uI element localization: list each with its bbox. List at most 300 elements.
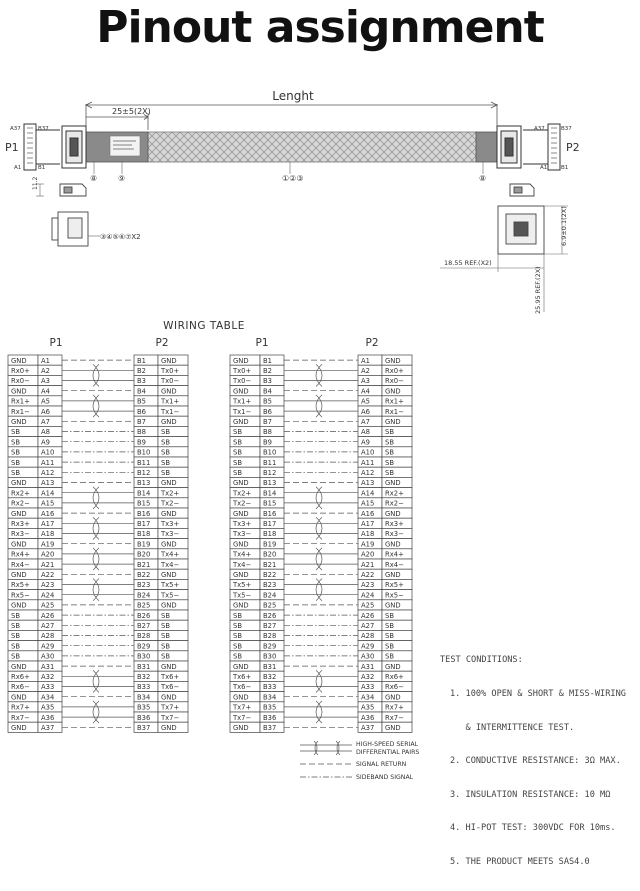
table-cell-text: Rx5− bbox=[385, 591, 404, 600]
table-cell-text: Rx7− bbox=[11, 713, 30, 722]
table-cell-text: A5 bbox=[41, 397, 50, 406]
pair-twist-mark bbox=[316, 487, 322, 509]
table-cell-text: A25 bbox=[41, 601, 55, 610]
table-cell-text: GND bbox=[11, 509, 27, 518]
table-cell-text: B12 bbox=[137, 469, 151, 477]
table-cell-text: Tx3− bbox=[161, 530, 180, 539]
table-row bbox=[8, 508, 188, 518]
table-row bbox=[230, 569, 412, 579]
table-cell-text: Rx0+ bbox=[385, 367, 404, 375]
table-cell-text: SB bbox=[385, 622, 394, 630]
table-cell-text: SB bbox=[233, 622, 242, 630]
table-cell-text: B37 bbox=[263, 724, 277, 732]
table-cell-text: SB bbox=[161, 469, 170, 477]
table-cell-text: A36 bbox=[41, 713, 55, 722]
table-cell-text: GND bbox=[11, 693, 27, 702]
table-cell-text: SB bbox=[233, 469, 242, 477]
table-cell-text: B3 bbox=[263, 377, 272, 386]
table-cell-text: A21 bbox=[361, 560, 375, 569]
p2-a37-label: A37 bbox=[534, 126, 545, 132]
table-cell-text: Tx5− bbox=[161, 591, 180, 600]
table-cell-text: B9 bbox=[137, 438, 146, 447]
table-row bbox=[230, 447, 412, 457]
table-cell-text: Rx7+ bbox=[11, 703, 30, 712]
wiring-left-rows bbox=[8, 355, 188, 732]
wiring-right-rows bbox=[230, 355, 412, 732]
table-cell-text: GND bbox=[161, 509, 177, 518]
table-cell-text: B15 bbox=[137, 499, 151, 508]
table-row bbox=[8, 630, 188, 640]
table-cell-text: B37 bbox=[137, 724, 151, 732]
table-cell-text: A10 bbox=[361, 448, 375, 457]
table-cell-text: GND bbox=[11, 540, 27, 549]
test-condition-3: 3. INSULATION RESISTANCE: 10 MΩ bbox=[450, 789, 611, 800]
callout-123: ①②③ bbox=[282, 174, 304, 183]
table-cell-text: GND bbox=[11, 724, 27, 732]
table-cell-text: Rx7− bbox=[385, 713, 404, 722]
table-cell-text: B11 bbox=[137, 458, 151, 467]
table-cell-text: A7 bbox=[41, 418, 50, 426]
table-cell-text: A32 bbox=[361, 673, 375, 681]
table-cell-text: Rx5− bbox=[11, 591, 30, 600]
table-cell-text: Tx1− bbox=[233, 407, 252, 416]
table-cell-text: A14 bbox=[41, 489, 55, 498]
cable-label bbox=[110, 136, 140, 156]
table-cell-text: GND bbox=[161, 724, 177, 732]
p2-b37-label: B37 bbox=[561, 126, 572, 132]
table-cell-text: Rx4+ bbox=[385, 550, 404, 559]
table-cell-text: A29 bbox=[41, 642, 55, 651]
table-cell-text: SB bbox=[161, 438, 170, 447]
table-cell-text: A33 bbox=[361, 683, 375, 692]
table-cell-text: Rx2+ bbox=[11, 489, 30, 498]
table-cell-text: A9 bbox=[41, 438, 50, 447]
table-cell-text: Tx7+ bbox=[233, 703, 252, 712]
wiring-right-p2-header: P2 bbox=[365, 337, 379, 349]
test-condition-2: 2. CONDUCTIVE RESISTANCE: 3Ω MAX. bbox=[450, 756, 621, 767]
table-row bbox=[8, 355, 188, 365]
table-row bbox=[230, 457, 412, 467]
table-cell-text: B16 bbox=[263, 509, 277, 518]
cable-drawing bbox=[0, 0, 640, 320]
pair-twist-mark bbox=[316, 364, 322, 386]
table-cell-text: B3 bbox=[137, 377, 146, 386]
table-cell-text: Tx5+ bbox=[233, 581, 252, 590]
table-cell-text: B28 bbox=[137, 632, 151, 641]
table-cell-text: Rx3− bbox=[385, 530, 404, 539]
table-cell-text: SB bbox=[233, 438, 242, 447]
table-cell-text: B12 bbox=[263, 469, 277, 477]
table-cell-text: B10 bbox=[263, 448, 277, 457]
table-cell-text: Rx1− bbox=[385, 407, 404, 416]
length-label: Lenght bbox=[272, 89, 314, 103]
table-cell-text: Tx0− bbox=[233, 377, 252, 386]
table-cell-text: B27 bbox=[263, 622, 277, 630]
table-cell-text: GND bbox=[233, 479, 249, 488]
table-cell-text: A20 bbox=[41, 550, 55, 559]
table-cell-text: SB bbox=[161, 428, 170, 437]
table-row bbox=[8, 447, 188, 457]
table-cell-text: A14 bbox=[361, 489, 375, 498]
table-cell-text: SB bbox=[161, 632, 170, 641]
table-cell-text: GND bbox=[233, 418, 249, 426]
table-cell-text: Tx3+ bbox=[161, 520, 180, 528]
legend-sideband: SIDEBAND SIGNAL bbox=[356, 774, 414, 781]
table-cell-text: A33 bbox=[41, 683, 55, 692]
table-cell-text: SB bbox=[385, 652, 394, 661]
table-cell-text: Rx0+ bbox=[11, 367, 30, 375]
table-cell-text: B36 bbox=[137, 713, 151, 722]
table-row bbox=[8, 569, 188, 579]
table-cell-text: Rx0− bbox=[385, 377, 404, 386]
table-cell-text: A24 bbox=[41, 591, 55, 600]
table-row bbox=[230, 620, 412, 630]
table-cell-text: B11 bbox=[263, 458, 277, 467]
table-cell-text: Rx6+ bbox=[11, 673, 30, 681]
table-cell-text: Tx6− bbox=[233, 683, 252, 692]
table-cell-text: GND bbox=[233, 356, 249, 365]
table-cell-text: A13 bbox=[361, 479, 375, 488]
table-cell-text: Tx7− bbox=[233, 713, 252, 722]
table-cell-text: SB bbox=[385, 469, 394, 477]
table-cell-text: A16 bbox=[361, 509, 375, 518]
table-row bbox=[230, 692, 412, 702]
table-cell-text: A31 bbox=[361, 662, 375, 671]
table-cell-text: B1 bbox=[137, 356, 146, 365]
p1-a1-label: A1 bbox=[14, 165, 22, 171]
table-cell-text: A35 bbox=[41, 703, 55, 712]
table-cell-text: SB bbox=[385, 428, 394, 437]
table-cell-text: Tx5+ bbox=[161, 581, 180, 590]
table-cell-text: A3 bbox=[361, 377, 370, 386]
table-cell-text: GND bbox=[385, 571, 401, 579]
table-cell-text: A19 bbox=[361, 540, 375, 549]
table-cell-text: B29 bbox=[263, 642, 277, 651]
cable-braid bbox=[148, 132, 476, 162]
table-cell-text: A32 bbox=[41, 673, 55, 681]
table-cell-text: B27 bbox=[137, 622, 151, 630]
table-cell-text: B20 bbox=[263, 550, 277, 559]
table-cell-text: A15 bbox=[41, 499, 55, 508]
dim-25-label: 25±5(2X) bbox=[112, 107, 151, 116]
table-cell-text: Rx5+ bbox=[385, 581, 404, 590]
table-row bbox=[8, 467, 188, 477]
table-cell-text: B35 bbox=[137, 703, 151, 712]
table-cell-text: Tx4− bbox=[233, 560, 252, 569]
table-cell-text: B15 bbox=[263, 499, 277, 508]
table-cell-text: SB bbox=[161, 611, 170, 620]
table-cell-text: SB bbox=[233, 458, 242, 467]
table-cell-text: A1 bbox=[41, 356, 50, 365]
table-cell-text: A11 bbox=[361, 458, 375, 467]
table-cell-text: B30 bbox=[263, 652, 277, 661]
table-cell-text: SB bbox=[11, 652, 20, 661]
table-cell-text: A25 bbox=[361, 601, 375, 610]
wiring-left-p1-header: P1 bbox=[49, 337, 63, 349]
table-cell-text: SB bbox=[161, 458, 170, 467]
table-cell-text: B8 bbox=[137, 428, 146, 437]
table-cell-text: A18 bbox=[361, 530, 375, 539]
table-cell-text: Tx0+ bbox=[161, 367, 180, 375]
table-cell-text: B23 bbox=[263, 581, 277, 590]
table-cell-text: GND bbox=[233, 540, 249, 549]
dim-1855-label: 18.55 REF.(X2) bbox=[444, 259, 492, 267]
table-cell-text: A6 bbox=[41, 407, 50, 416]
table-row bbox=[230, 539, 412, 549]
table-row bbox=[8, 600, 188, 610]
table-cell-text: A16 bbox=[41, 509, 55, 518]
table-row bbox=[8, 426, 188, 436]
table-cell-text: B17 bbox=[137, 520, 151, 528]
table-cell-text: B24 bbox=[137, 591, 151, 600]
table-cell-text: A26 bbox=[361, 611, 375, 620]
table-cell-text: SB bbox=[11, 428, 20, 437]
table-cell-text: SB bbox=[385, 448, 394, 457]
table-cell-text: B25 bbox=[263, 601, 277, 610]
pair-twist-mark bbox=[93, 395, 99, 417]
table-row bbox=[8, 722, 188, 732]
table-cell-text: B31 bbox=[137, 662, 151, 671]
table-cell-text: GND bbox=[385, 356, 401, 365]
table-cell-text: Rx5+ bbox=[11, 581, 30, 590]
table-cell-text: GND bbox=[385, 693, 401, 702]
table-cell-text: GND bbox=[11, 601, 27, 610]
table-cell-text: A19 bbox=[41, 540, 55, 549]
table-cell-text: GND bbox=[161, 418, 177, 426]
table-cell-text: B21 bbox=[137, 560, 151, 569]
pair-twist-mark bbox=[93, 487, 99, 509]
table-cell-text: SB bbox=[11, 632, 20, 641]
table-cell-text: B5 bbox=[137, 397, 146, 406]
table-row bbox=[8, 539, 188, 549]
table-cell-text: Tx0+ bbox=[233, 367, 252, 375]
table-cell-text: Tx3− bbox=[233, 530, 252, 539]
table-cell-text: GND bbox=[385, 479, 401, 488]
table-row bbox=[230, 661, 412, 671]
table-cell-text: Tx4+ bbox=[233, 550, 252, 559]
table-cell-text: B33 bbox=[263, 683, 277, 692]
table-row bbox=[230, 610, 412, 620]
p2-b1-label: B1 bbox=[561, 165, 569, 171]
table-cell-text: GND bbox=[11, 387, 27, 396]
table-row bbox=[8, 651, 188, 661]
table-row bbox=[8, 692, 188, 702]
table-row bbox=[230, 467, 412, 477]
table-cell-text: SB bbox=[11, 622, 20, 630]
table-cell-text: A18 bbox=[41, 530, 55, 539]
test-condition-1b: & INTERMITTENCE TEST. bbox=[450, 722, 575, 733]
table-row bbox=[230, 508, 412, 518]
table-cell-text: GND bbox=[385, 601, 401, 610]
p2-a1-label: A1 bbox=[540, 165, 548, 171]
table-cell-text: Rx7+ bbox=[385, 703, 404, 712]
table-cell-text: B18 bbox=[263, 530, 277, 539]
table-cell-text: B5 bbox=[263, 397, 272, 406]
table-cell-text: B31 bbox=[263, 662, 277, 671]
table-cell-text: Tx7+ bbox=[161, 703, 180, 712]
table-cell-text: B32 bbox=[137, 673, 151, 681]
table-row bbox=[230, 600, 412, 610]
table-cell-text: A4 bbox=[361, 387, 370, 396]
table-cell-text: B35 bbox=[263, 703, 277, 712]
table-cell-text: B34 bbox=[263, 693, 277, 702]
table-cell-text: B24 bbox=[263, 591, 277, 600]
table-cell-text: GND bbox=[11, 662, 27, 671]
table-cell-text: Rx4− bbox=[385, 560, 404, 569]
table-cell-text: B19 bbox=[263, 540, 277, 549]
table-cell-text: Rx1− bbox=[11, 407, 30, 416]
table-cell-text: Rx2+ bbox=[385, 489, 404, 498]
table-cell-text: A27 bbox=[361, 622, 375, 630]
table-cell-text: B9 bbox=[263, 438, 272, 447]
table-cell-text: A2 bbox=[41, 367, 50, 375]
table-cell-text: Tx1+ bbox=[233, 397, 252, 406]
table-cell-text: A28 bbox=[41, 632, 55, 641]
table-cell-text: B7 bbox=[263, 418, 272, 426]
table-cell-text: A7 bbox=[361, 418, 370, 426]
table-row bbox=[8, 437, 188, 447]
pair-twist-mark bbox=[93, 701, 99, 723]
table-cell-text: A9 bbox=[361, 438, 370, 447]
table-cell-text: SB bbox=[385, 438, 394, 447]
callout-9: ⑨ bbox=[118, 174, 126, 183]
pair-twist-mark bbox=[316, 670, 322, 692]
pair-twist-mark bbox=[316, 701, 322, 723]
table-row bbox=[230, 426, 412, 436]
table-cell-text: B32 bbox=[263, 673, 277, 681]
table-cell-text: A28 bbox=[361, 632, 375, 641]
table-cell-text: B21 bbox=[263, 560, 277, 569]
table-cell-text: Rx4− bbox=[11, 560, 30, 569]
table-cell-text: GND bbox=[233, 509, 249, 518]
connector-p1 bbox=[24, 124, 86, 170]
wiring-right-p1-header: P1 bbox=[255, 337, 269, 349]
legend-hs-line2: DIFFERENTIAL PAIRS bbox=[356, 749, 420, 756]
table-cell-text: B25 bbox=[137, 601, 151, 610]
table-cell-text: Tx5− bbox=[233, 591, 252, 600]
table-cell-text: GND bbox=[385, 418, 401, 426]
table-cell-text: SB bbox=[233, 611, 242, 620]
table-cell-text: Rx1+ bbox=[385, 397, 404, 406]
table-cell-text: Tx7− bbox=[161, 713, 180, 722]
table-cell-text: A34 bbox=[41, 693, 55, 702]
p1-a37-label: A37 bbox=[10, 126, 21, 132]
table-cell-text: A17 bbox=[41, 520, 55, 528]
table-cell-text: Rx1+ bbox=[11, 397, 30, 406]
table-cell-text: SB bbox=[11, 611, 20, 620]
connector-p2 bbox=[497, 124, 560, 170]
table-cell-text: A1 bbox=[361, 356, 370, 365]
table-cell-text: GND bbox=[161, 356, 177, 365]
table-cell-text: GND bbox=[233, 571, 249, 579]
table-cell-text: Tx4− bbox=[161, 560, 180, 569]
table-cell-text: GND bbox=[233, 662, 249, 671]
table-cell-text: SB bbox=[233, 428, 242, 437]
table-cell-text: B34 bbox=[137, 693, 151, 702]
dim-2595-label: 25.95 REF.(2X) bbox=[534, 266, 542, 314]
wiring-left-p2-header: P2 bbox=[155, 337, 169, 349]
p2-label: P2 bbox=[566, 141, 580, 154]
table-cell-text: Rx0− bbox=[11, 377, 30, 386]
table-cell-text: GND bbox=[161, 601, 177, 610]
table-row bbox=[8, 610, 188, 620]
table-cell-text: GND bbox=[161, 571, 177, 579]
table-cell-text: B29 bbox=[137, 642, 151, 651]
table-cell-text: A23 bbox=[361, 581, 375, 590]
table-cell-text: SB bbox=[161, 448, 170, 457]
table-row bbox=[8, 477, 188, 487]
table-cell-text: B13 bbox=[137, 479, 151, 488]
table-cell-text: Tx2− bbox=[161, 499, 180, 508]
table-cell-text: SB bbox=[11, 642, 20, 651]
table-cell-text: GND bbox=[233, 724, 249, 732]
pair-twist-mark bbox=[316, 579, 322, 601]
table-cell-text: GND bbox=[233, 601, 249, 610]
table-cell-text: SB bbox=[161, 642, 170, 651]
table-cell-text: B22 bbox=[137, 571, 151, 579]
table-cell-text: A20 bbox=[361, 550, 375, 559]
table-cell-text: A13 bbox=[41, 479, 55, 488]
table-cell-text: GND bbox=[11, 356, 27, 365]
table-row bbox=[8, 386, 188, 396]
table-cell-text: Tx2+ bbox=[233, 489, 252, 498]
table-cell-text: A37 bbox=[41, 724, 55, 732]
test-conditions-heading: TEST CONDITIONS: bbox=[440, 655, 523, 666]
table-cell-text: SB bbox=[385, 642, 394, 651]
pair-twist-mark bbox=[93, 548, 99, 570]
table-row bbox=[230, 386, 412, 396]
table-cell-text: A5 bbox=[361, 397, 370, 406]
table-row bbox=[230, 477, 412, 487]
table-cell-text: Rx6− bbox=[11, 683, 30, 692]
table-cell-text: SB bbox=[385, 458, 394, 467]
p1-b1-label: B1 bbox=[38, 165, 46, 171]
table-cell-text: GND bbox=[11, 571, 27, 579]
table-cell-text: Rx4+ bbox=[11, 550, 30, 559]
table-cell-text: Tx6− bbox=[161, 683, 180, 692]
table-cell-text: B18 bbox=[137, 530, 151, 539]
table-cell-text: B14 bbox=[137, 489, 151, 498]
table-cell-text: GND bbox=[161, 540, 177, 549]
callout-34567: ③④⑤⑥⑦X2 bbox=[100, 233, 141, 241]
table-row bbox=[230, 651, 412, 661]
table-cell-text: Tx3+ bbox=[233, 520, 252, 528]
table-cell-text: GND bbox=[233, 387, 249, 396]
table-cell-text: A22 bbox=[361, 571, 375, 579]
table-cell-text: B17 bbox=[263, 520, 277, 528]
dim-11-label: 11.2 bbox=[32, 176, 39, 190]
table-cell-text: A12 bbox=[41, 469, 55, 477]
table-cell-text: B6 bbox=[263, 407, 272, 416]
table-cell-text: SB bbox=[11, 448, 20, 457]
table-cell-text: GND bbox=[385, 724, 401, 732]
test-condition-4: 4. HI-POT TEST: 300VDC FOR 10ms. bbox=[450, 823, 616, 834]
table-cell-text: Rx6− bbox=[385, 683, 404, 692]
table-cell-text: A10 bbox=[41, 448, 55, 457]
table-cell-text: A31 bbox=[41, 662, 55, 671]
table-cell-text: A35 bbox=[361, 703, 375, 712]
table-cell-text: GND bbox=[161, 479, 177, 488]
table-cell-text: A15 bbox=[361, 499, 375, 508]
table-cell-text: Rx3+ bbox=[385, 520, 404, 528]
table-cell-text: A30 bbox=[41, 652, 55, 661]
table-cell-text: B2 bbox=[263, 367, 272, 375]
dim-69-label: 6.9±0.1(2X) bbox=[560, 206, 568, 246]
table-cell-text: B14 bbox=[263, 489, 277, 498]
table-cell-text: GND bbox=[385, 387, 401, 396]
table-row bbox=[8, 416, 188, 426]
table-cell-text: Tx2− bbox=[233, 499, 252, 508]
